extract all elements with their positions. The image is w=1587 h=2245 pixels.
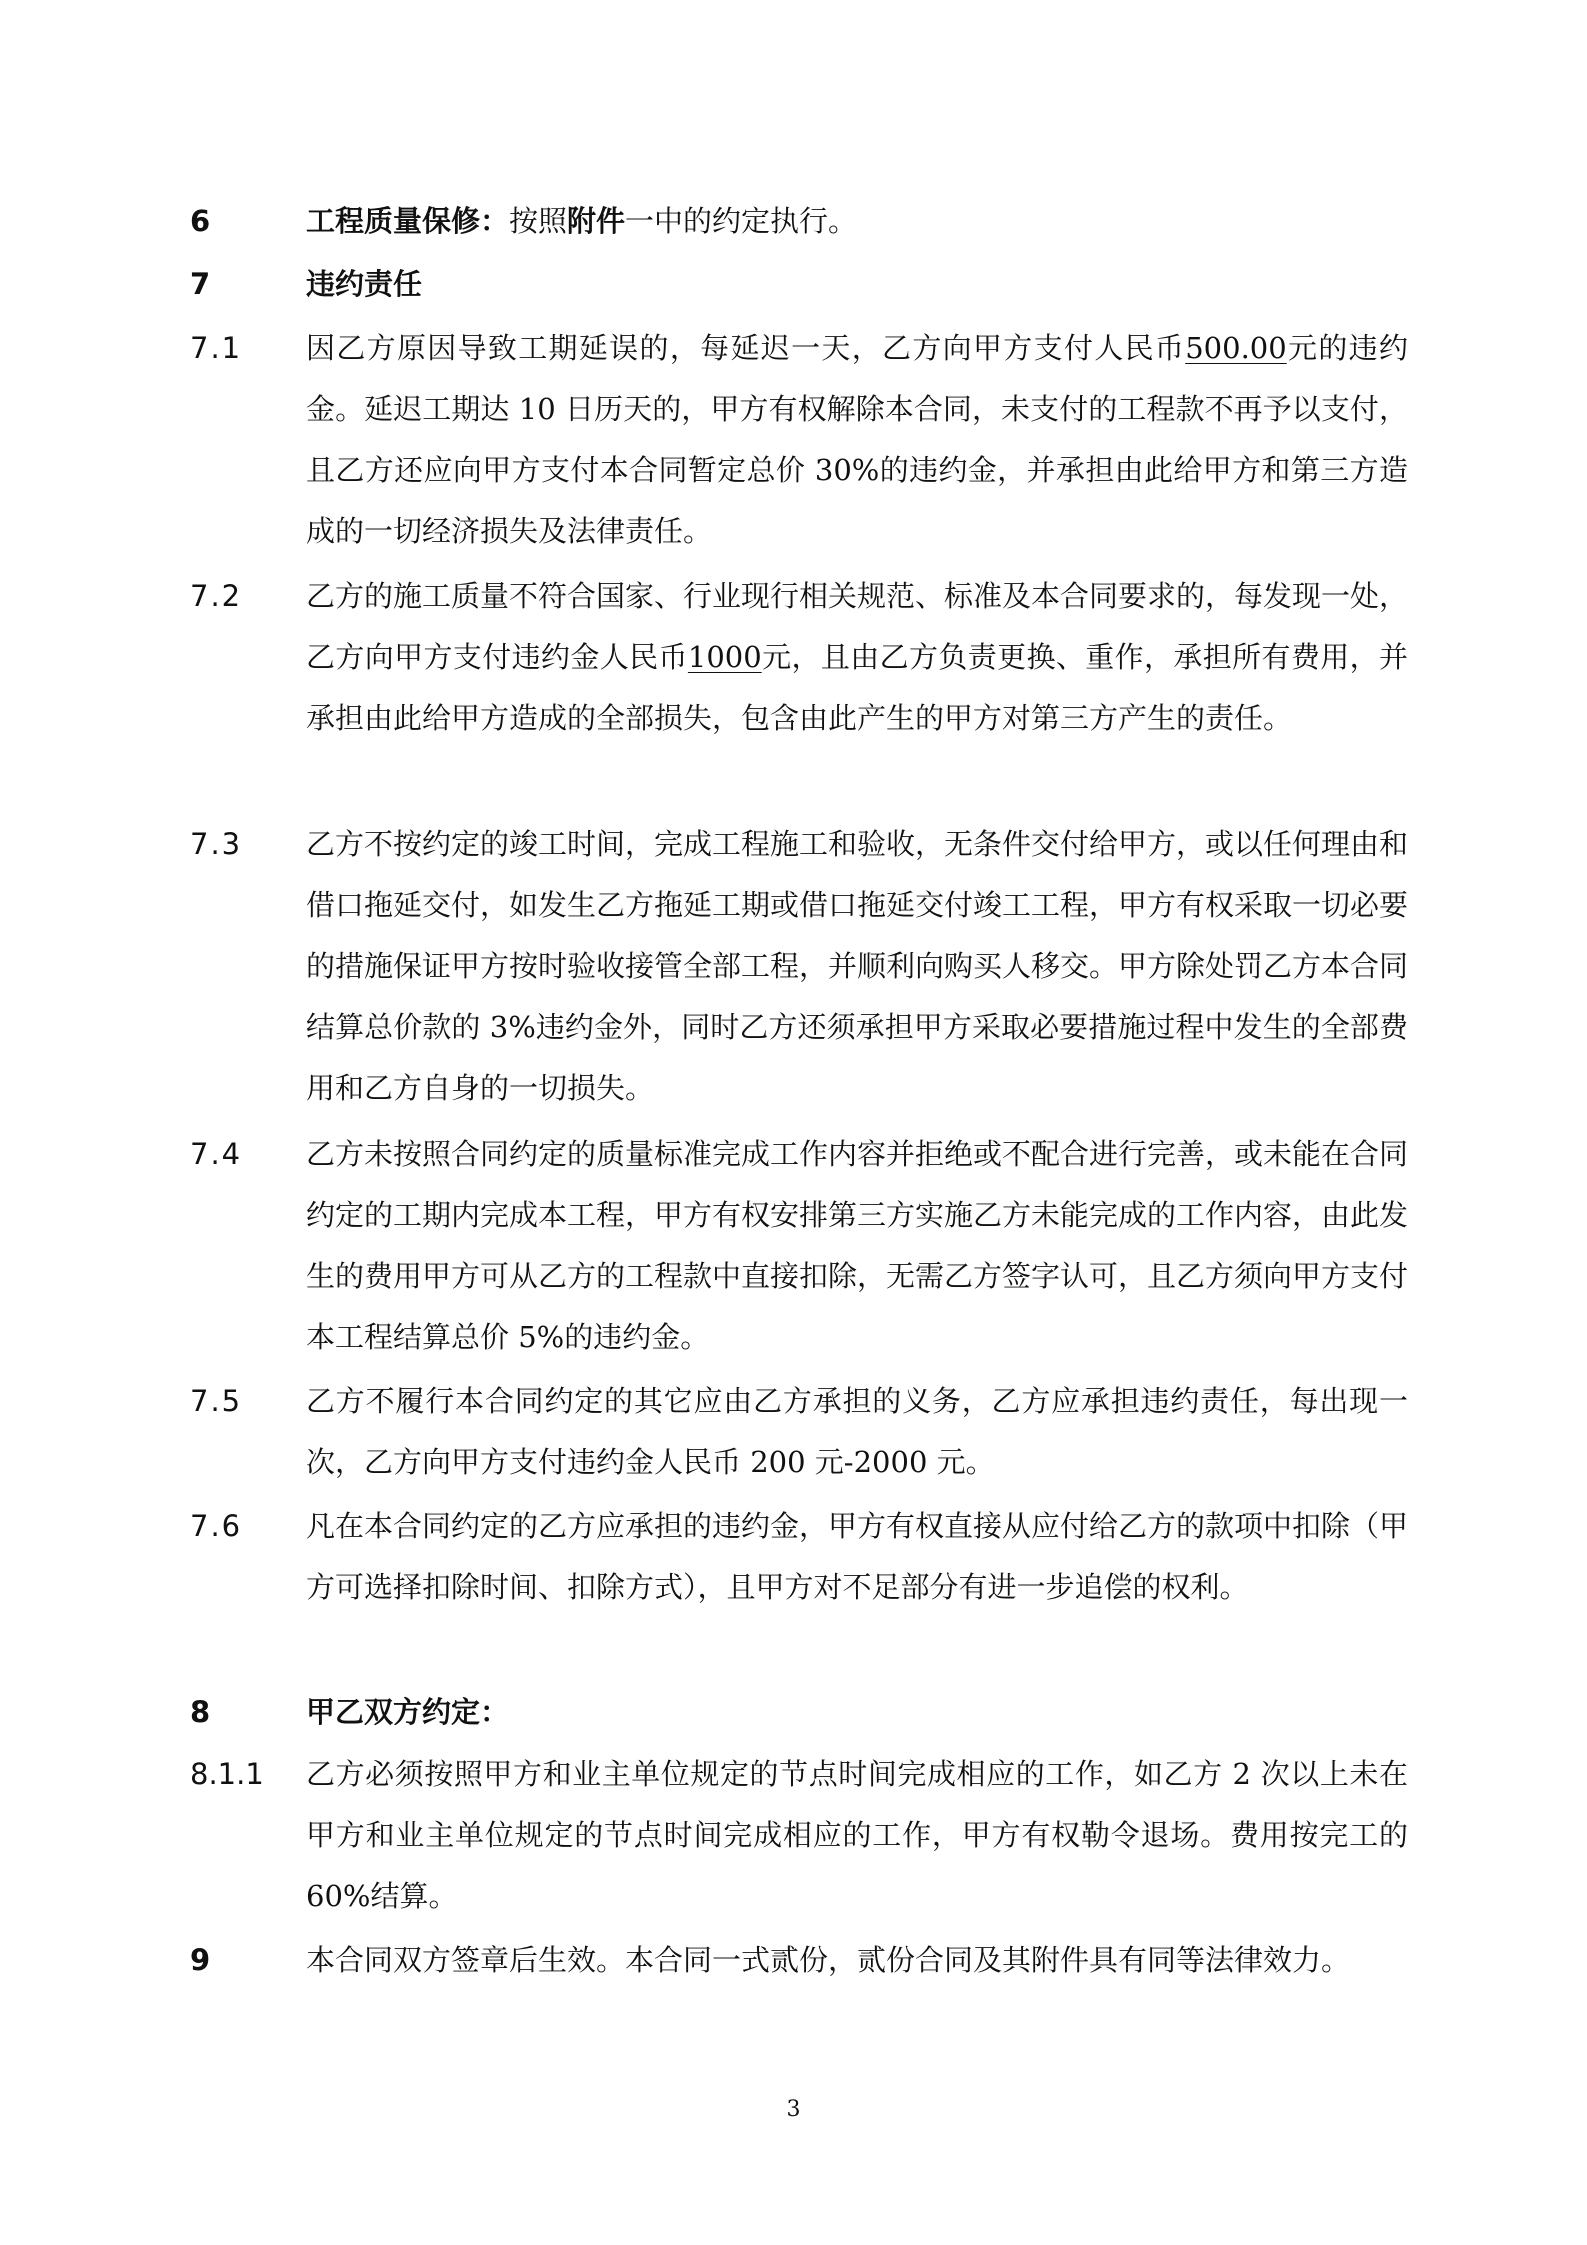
clause-text-segment: 元的违约金。延迟工期达 10 日历天的，甲方有权解除本合同，未支付的工程款不再予以支付，且乙方还应向甲方支付本合同暂定总价 30%的违约金，并承担由此给甲方和第三方造成的一切经济损失及法律责任。 bbox=[306, 331, 1408, 548]
attachment-reference: 附件 bbox=[567, 204, 626, 238]
penalty-amount: 1000 bbox=[687, 640, 762, 674]
clause-text-segment: 因乙方原因导致工期延误的，每延迟一天，乙方向甲方支付人民币 bbox=[306, 331, 1186, 365]
clause-9 bbox=[190, 1930, 1410, 1991]
clause-text: 乙方必须按照甲方和业主单位规定的节点时间完成相应的工作，如乙方 2 次以上未在甲方和业主单位规定的节点时间完成相应的工作，甲方有权勒令退场。费用按完工的 60%结算。 bbox=[306, 1757, 1408, 1913]
clause-text: 乙方不履行本合同约定的其它应由乙方承担的义务，乙方应承担违约责任，每出现一次，乙方向甲方支付违约金人民币 200 元-2000 元。 bbox=[306, 1384, 1408, 1479]
clause-6 bbox=[190, 191, 1410, 252]
clause-text: 乙方不按约定的竣工时间，完成工程施工和验收，无条件交付给甲方，或以任何理由和借口拖延交付，如发生乙方拖延工期或借口拖延交付竣工工程，甲方有权采取一切必要的措施保证甲方按时验收接管全部工程，并顺利向购买人移交。甲方除处罚乙方本合同结算总价款的 3%违约金外，同时乙方还须承担甲方采取必要措施过程中发生的全部费用和乙方自身的一切损失。 bbox=[306, 827, 1409, 1105]
clause-8 bbox=[190, 1682, 1410, 1743]
clause-7-3 bbox=[190, 814, 1410, 1119]
clause-text bbox=[306, 318, 1408, 562]
clause-text: 凡在本合同约定的乙方应承担的违约金，甲方有权直接从应付给乙方的款项中扣除（甲方可选择扣除时间、扣除方式），且甲方对不足部分有进一步追偿的权利。 bbox=[306, 1509, 1409, 1604]
page-number: 3 bbox=[786, 2097, 801, 2122]
clause-text bbox=[306, 566, 1408, 749]
clause-7-2 bbox=[190, 566, 1410, 749]
clause-text-segment: 乙方的施工质量不符合国家、行业现行相关规范、标准及本合同要求的，每发现一处，乙方向甲方支付违约金人民币 bbox=[306, 579, 1409, 674]
clause-number: 8.1.1 bbox=[190, 1757, 264, 1791]
clause-number: 7.4 bbox=[190, 1137, 243, 1171]
clause-text-segment: 一中的约定执行。 bbox=[625, 204, 858, 238]
clause-text-segment: 按照 bbox=[509, 204, 568, 238]
clause-text bbox=[306, 191, 1408, 252]
clause-number: 6 bbox=[190, 204, 211, 238]
clause-number: 7.3 bbox=[190, 827, 243, 861]
clause-number: 7 bbox=[190, 267, 211, 301]
clause-number: 8 bbox=[190, 1695, 211, 1729]
clause-number: 7.2 bbox=[190, 579, 243, 613]
clause-text-segment: 元，且由乙方负责更换、重作，承担所有费用，并承担由此给甲方造成的全部损失，包含由此产生的甲方对第三方产生的责任。 bbox=[306, 640, 1408, 735]
section-title: 甲乙双方约定： bbox=[306, 1695, 510, 1729]
clause-number: 7.5 bbox=[190, 1384, 243, 1418]
clause-text: 乙方未按照合同约定的质量标准完成工作内容并拒绝或不配合进行完善，或未能在合同约定的工期内完成本工程，甲方有权安排第三方实施乙方未能完成的工作内容，由此发生的费用甲方可从乙方的工程款中直接扣除，无需乙方签字认可，且乙方须向甲方支付本工程结算总价 5%的违约金。 bbox=[306, 1137, 1409, 1354]
clause-7 bbox=[190, 254, 1410, 315]
clause-7-6 bbox=[190, 1496, 1410, 1618]
clause-8-1-1 bbox=[190, 1744, 1410, 1927]
clause-7-1 bbox=[190, 318, 1410, 562]
clause-heading: 工程质量保修： bbox=[306, 204, 510, 238]
clause-text: 本合同双方签章后生效。本合同一式贰份，贰份合同及其附件具有同等法律效力。 bbox=[306, 1943, 1351, 1977]
clause-7-4 bbox=[190, 1124, 1410, 1368]
clause-7-5 bbox=[190, 1371, 1410, 1493]
clause-number: 7.1 bbox=[190, 331, 243, 365]
penalty-amount: 500.00 bbox=[1185, 331, 1287, 365]
clause-number: 7.6 bbox=[190, 1509, 243, 1543]
section-title: 违约责任 bbox=[306, 267, 423, 301]
clause-number: 9 bbox=[190, 1943, 211, 1977]
